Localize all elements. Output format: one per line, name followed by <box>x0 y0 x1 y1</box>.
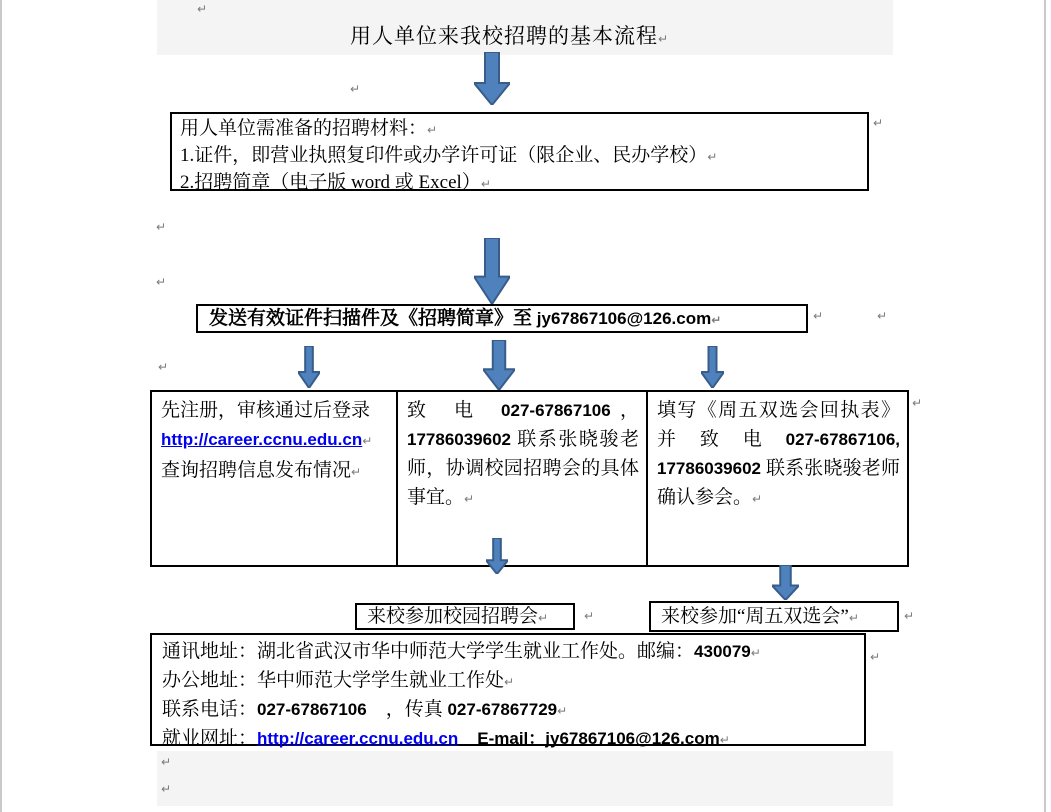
paragraph-mark: ↵ <box>658 32 670 46</box>
office-text: 华中师范大学学生就业工作处 <box>257 670 505 691</box>
phone-label: 联系电话： <box>162 699 258 720</box>
paragraph-mark: ↵ <box>848 611 859 625</box>
friday-text: 联系张晓骏老师确认参会。 <box>657 458 900 508</box>
down-arrow-icon <box>474 238 510 304</box>
paragraph-mark: ↵ <box>719 733 730 747</box>
page-title-text: 用人单位来我校招聘的基本流程 <box>350 24 658 48</box>
materials-line <box>180 143 859 170</box>
materials-line3-text: 2.招聘简章（电子版 word 或 Excel） <box>180 172 481 193</box>
fax-label: ，传真 <box>366 699 448 720</box>
paragraph-mark: ↵ <box>161 755 172 769</box>
register-link-line <box>161 425 389 456</box>
paragraph-mark: ↵ <box>904 609 915 623</box>
call-text: 联系张晓骏老师，协调校园招聘会的具体事宜。 <box>407 429 639 508</box>
paragraph-mark: ↵ <box>873 116 884 130</box>
friday-phone1: 027-67867106, <box>785 430 900 449</box>
paragraph-mark: ↵ <box>711 313 722 327</box>
left-page-border <box>0 0 2 812</box>
contact-line-postal <box>162 638 864 667</box>
paragraph-mark: ↵ <box>504 675 515 689</box>
contact-box <box>150 633 866 749</box>
phone-number: 027-67867106 <box>257 700 367 719</box>
steps-table <box>150 390 909 567</box>
down-arrow-icon <box>486 538 508 574</box>
friday-text: 填写《周五双选会回执表》并 致 电 <box>657 400 900 450</box>
contact-line-web <box>162 725 864 754</box>
paragraph-mark: ↵ <box>877 309 888 323</box>
call-text: 致 电 <box>407 400 502 421</box>
right-page-border <box>1044 0 1046 812</box>
paragraph-mark: ↵ <box>161 782 172 796</box>
paragraph-mark: ↵ <box>427 123 438 137</box>
paragraph-mark: ↵ <box>350 82 361 96</box>
paragraph-mark: ↵ <box>557 704 568 718</box>
contact-line-office <box>162 667 864 696</box>
call-phone1: 027-67867106 <box>501 401 611 420</box>
paragraph-mark: ↵ <box>870 650 881 664</box>
paragraph-mark: ↵ <box>158 360 169 374</box>
register-line1: 先注册，审核通过后登录 <box>161 400 371 421</box>
postal-text: 湖北省武汉市华中师范大学学生就业工作处。邮编： <box>257 641 695 662</box>
down-arrow-icon <box>298 346 320 388</box>
paragraph-mark: ↵ <box>197 2 208 16</box>
campus-fair-text: 来校参加校园招聘会 <box>367 606 539 627</box>
paragraph-mark: ↵ <box>707 150 718 164</box>
down-arrow-icon <box>701 346 724 388</box>
postal-zip: 430079 <box>694 642 751 661</box>
career-site-link[interactable]: http://career.ccnu.edu.cn <box>161 430 363 449</box>
friday-fair-text: 来校参加“周五双选会” <box>661 606 849 627</box>
bottom-gray-band <box>157 751 893 806</box>
paragraph-mark: ↵ <box>156 275 167 289</box>
materials-line2-text: 1.证件，即营业执照复印件或办学许可证（限企业、民办学校） <box>180 145 708 166</box>
contact-line-phone <box>162 696 864 725</box>
materials-line <box>180 116 859 143</box>
paragraph-mark: ↵ <box>912 396 923 410</box>
paragraph-mark: ↵ <box>538 611 549 625</box>
register-line3: 查询招聘信息发布情况 <box>161 460 352 481</box>
register-line3-wrap <box>161 456 389 487</box>
down-arrow-icon <box>772 565 799 600</box>
spacer <box>458 728 477 749</box>
friday-phone2: 17786039602 <box>657 459 762 478</box>
email-address: jy67867106@126.com <box>545 729 720 748</box>
paragraph-mark: ↵ <box>464 492 475 506</box>
send-text: 发送有效证件扫描件及《招聘简章》至 <box>209 308 537 329</box>
paragraph-mark: ↵ <box>480 177 491 191</box>
down-arrow-icon <box>483 340 515 390</box>
send-email-box <box>196 304 808 333</box>
down-arrow-icon <box>474 52 510 105</box>
paragraph-mark: ↵ <box>156 220 167 234</box>
career-site-link[interactable]: http://career.ccnu.edu.cn <box>257 729 459 748</box>
office-label: 办公地址： <box>162 670 258 691</box>
friday-fair-box <box>649 601 899 632</box>
paragraph-mark: ↵ <box>351 465 362 479</box>
call-text: ， <box>610 400 639 421</box>
paragraph-mark: ↵ <box>752 492 763 506</box>
materials-line1-text: 用人单位需准备的招聘材料： <box>180 118 428 139</box>
send-email-address: jy67867106@126.com <box>536 309 712 328</box>
paragraph-mark: ↵ <box>813 309 824 323</box>
friday-reply-cell <box>648 392 907 565</box>
materials-box <box>170 112 869 191</box>
campus-fair-box <box>355 603 575 630</box>
call-cell <box>398 392 648 565</box>
call-phone2: 17786039602 <box>407 430 512 449</box>
fax-number: 027-67867729 <box>447 700 558 719</box>
email-label: E-mail： <box>477 729 546 748</box>
page-title <box>350 20 669 50</box>
paragraph-mark: ↵ <box>362 434 373 448</box>
register-cell <box>152 392 398 565</box>
paragraph-mark: ↵ <box>584 609 595 623</box>
paragraph-mark: ↵ <box>750 646 761 660</box>
postal-label: 通讯地址： <box>162 641 258 662</box>
website-label: 就业网址： <box>162 728 258 749</box>
materials-line <box>180 170 859 197</box>
